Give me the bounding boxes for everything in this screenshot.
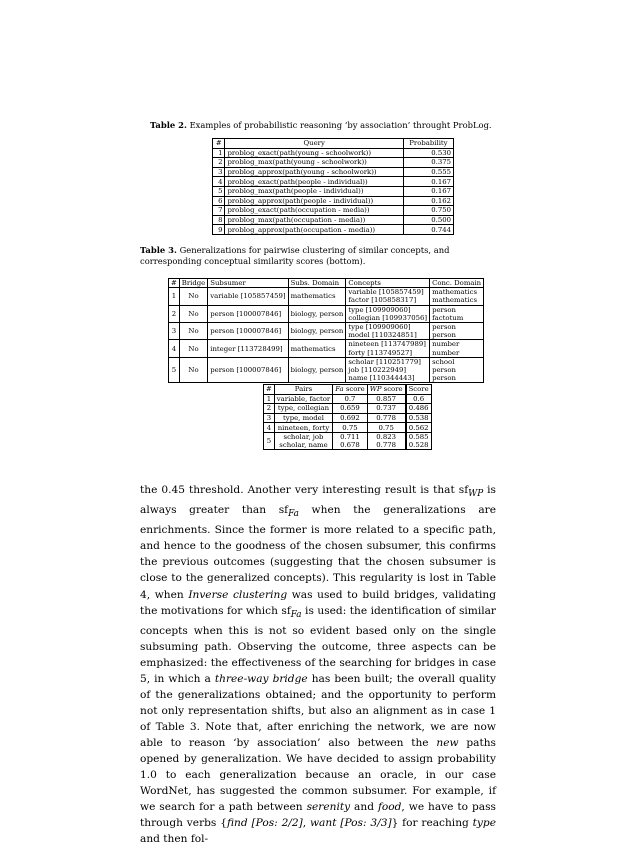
table3-header: Concepts xyxy=(346,279,430,288)
table3-concepts-line: type [109909060] xyxy=(348,323,411,332)
table3-header: # xyxy=(169,279,180,288)
table2-cell: 4 xyxy=(213,177,225,187)
table2-cell: 0.500 xyxy=(403,215,453,225)
table3-concepts-line: type [109909060] xyxy=(348,305,411,314)
table3-concept-domains-line: number xyxy=(432,348,460,357)
table3-cell: No xyxy=(179,323,207,340)
table3-pairs-line: variable, factor xyxy=(276,394,331,403)
table3-concepts xyxy=(346,305,430,322)
table3-concept-domains-line: school xyxy=(432,357,455,366)
table3-cell: person [100007846] xyxy=(208,357,288,383)
table2-cell: 9 xyxy=(213,225,225,235)
table2-cell: 0.555 xyxy=(403,167,453,177)
table-row xyxy=(213,158,454,168)
table3-fa-line: 0.659 xyxy=(340,404,360,413)
table3-cell: biology, person xyxy=(288,323,346,340)
table-row xyxy=(264,404,432,414)
table3-header: Subs. Domain xyxy=(288,279,346,288)
table3-score-cell: 1 xyxy=(264,394,275,404)
table2-cell: problog_max(path(people - individual)) xyxy=(225,186,403,196)
table3-header: Bridge xyxy=(179,279,207,288)
table3-concept-domains xyxy=(430,305,484,322)
body-text xyxy=(140,482,496,847)
table2-cell: 7 xyxy=(213,206,225,216)
table3-cell: mathematics xyxy=(288,340,346,357)
table3-fa xyxy=(333,432,368,449)
table-row xyxy=(213,177,454,187)
table3-pairs-line: type, model xyxy=(283,413,324,422)
table3-cell: No xyxy=(179,340,207,357)
table3-header: Conc. Domain xyxy=(430,279,484,288)
table3-score-cell: 3 xyxy=(264,413,275,423)
table-row xyxy=(264,394,432,404)
table2-header: Query xyxy=(225,139,403,149)
table3-fa-line: 0.75 xyxy=(342,423,358,432)
table2 xyxy=(212,138,454,235)
table3-cell: integer [113728499] xyxy=(208,340,288,357)
table2-cell: problog_approx(path(occupation - media)) xyxy=(225,225,403,235)
table3-score xyxy=(406,423,432,433)
table-row xyxy=(169,340,484,357)
table3-fa xyxy=(333,423,368,433)
table3-pairs xyxy=(274,423,332,433)
table2-cell: 0.162 xyxy=(403,196,453,206)
table3-cell: biology, person xyxy=(288,305,346,322)
table2-cell: 2 xyxy=(213,158,225,168)
table-row xyxy=(264,413,432,423)
table3-concept-domains xyxy=(430,357,484,383)
table3-pairs-line: scholar, job xyxy=(283,432,324,441)
table3-cell: variable [105857459] xyxy=(208,288,288,305)
table2-cell: problog_approx(path(young - schoolwork)) xyxy=(225,167,403,177)
table2-cell: problog_exact(path(people - individual)) xyxy=(225,177,403,187)
table2-caption xyxy=(150,120,510,131)
table-row xyxy=(213,148,454,158)
table3-cell: 3 xyxy=(169,323,180,340)
table3-wp xyxy=(367,394,405,404)
table3-fa xyxy=(333,404,368,414)
table3-score-cell: 4 xyxy=(264,423,275,433)
table3-score-header: WP score xyxy=(367,385,405,395)
table3-score xyxy=(406,432,432,449)
table2-cell: problog_exact(path(occupation - media)) xyxy=(225,206,403,216)
table3-scores xyxy=(263,384,432,450)
table2-cell: problog_max(path(young - schoolwork)) xyxy=(225,158,403,168)
table3-header: Subsumer xyxy=(208,279,288,288)
table3 xyxy=(168,278,484,383)
table3-score-header: # xyxy=(264,385,275,395)
table3-concept-domains-line: person xyxy=(432,331,456,340)
table3-concepts xyxy=(346,288,430,305)
table3-concept-domains-line: mathematics xyxy=(432,288,477,297)
table-row xyxy=(213,196,454,206)
table3-concepts xyxy=(346,323,430,340)
table3-score xyxy=(406,404,432,414)
table3-concepts xyxy=(346,340,430,357)
table3-cell: biology, person xyxy=(288,357,346,383)
table3-fa xyxy=(333,413,368,423)
table2-cell: problog_exact(path(young - schoolwork)) xyxy=(225,148,403,158)
table-row xyxy=(264,432,432,449)
table3-wp-line: 0.857 xyxy=(376,394,397,403)
table3-pairs xyxy=(274,404,332,414)
table3-wp xyxy=(367,423,405,433)
table-row xyxy=(213,206,454,216)
table2-cell: 1 xyxy=(213,148,225,158)
table3-wp xyxy=(367,413,405,423)
table3-score xyxy=(406,394,432,404)
table3-score-line: 0.486 xyxy=(408,404,429,413)
table-row xyxy=(213,186,454,196)
table3-concept-domains-line: number xyxy=(432,340,460,349)
table3-score xyxy=(406,413,432,423)
table3-cell: 2 xyxy=(169,305,180,322)
table3-cell: No xyxy=(179,288,207,305)
table3-score-line: 0.562 xyxy=(408,423,429,432)
table3-concepts-line: forty [113749527] xyxy=(348,348,413,357)
table2-cell: 3 xyxy=(213,167,225,177)
table-row xyxy=(169,288,484,305)
table2-cell: 0.744 xyxy=(403,225,453,235)
table3-score-line: 0.6 xyxy=(413,394,425,403)
table2-cell: 5 xyxy=(213,186,225,196)
table3-fa-line: 0.678 xyxy=(340,441,360,450)
table3-pairs xyxy=(274,432,332,449)
table2-header: # xyxy=(213,139,225,149)
table3-score-line: 0.585 xyxy=(408,432,429,441)
table2-header: Probability xyxy=(403,139,453,149)
table3-concept-domains-line: factotum xyxy=(432,313,464,322)
table3-fa-line: 0.7 xyxy=(344,394,356,403)
table3-concept-domains-line: mathematics xyxy=(432,296,477,305)
table3-cell: 5 xyxy=(169,357,180,383)
table2-cell: 0.375 xyxy=(403,158,453,168)
table3-concepts-line: job [110222949] xyxy=(348,366,407,375)
table3-cell: 1 xyxy=(169,288,180,305)
table3-pairs-line: nineteen, forty xyxy=(277,423,330,432)
table-row xyxy=(213,225,454,235)
table-row xyxy=(213,167,454,177)
table3-concepts-line: collegian [109937056] xyxy=(348,313,428,322)
table3-concepts-line: nineteen [113747989] xyxy=(348,340,426,349)
table3-score-header: Score xyxy=(406,385,432,395)
table3-concept-domains-line: person xyxy=(432,323,456,332)
body-paragraph: the 0.45 threshold. Another very interesting result is that $sf_{WP}$ is always greater than $sf_{Fa}$ when the generalizations are enrichments. Since the former is more related to a specific path, and hence to the goodness of the chosen subsumer, this confirms the previous outcomes (suggesting that the chosen subsumer is close to the generalized concepts). This regularity is lost in Table 4, when Inverse clustering was used to build bridges, validating the motivations for which $sf_{Fa}$ is used: the identification of similar concepts when this is not so evident based only on the single subsuming path. Observing the outcome, three aspects can be emphasized: the effectiveness of the searching for bridges in case 5, in which a three-way bridge has been built; the overall quality of the generalizations obtained; and the opportunity to perform not only representation shifts, but also an alignment as in case 1 of Table 3. Note that, after enriching the network, we are now able to reason ‘by association’ also between the new paths opened by generalization. We have decided to assign probability 1.0 to each generalization because an oracle, in our case WordNet, has suggested the common subsumer. For example, if we search for a path between serenity and food, we have to pass through verbs {find [Pos: 2/2], want [Pos: 3/3]} for reaching type and then fol- xyxy=(140,484,497,846)
table3-wp-line: 0.75 xyxy=(378,423,394,432)
table3-fa-line: 0.692 xyxy=(340,413,360,422)
table2-cell: 6 xyxy=(213,196,225,206)
table3-concept-domains-line: person xyxy=(432,374,456,383)
table-row xyxy=(169,323,484,340)
table3-concept-domains-line: person xyxy=(432,305,456,314)
table3-wp xyxy=(367,432,405,449)
table2-cell: 0.530 xyxy=(403,148,453,158)
table3-cell: No xyxy=(179,305,207,322)
table2-cell: 0.167 xyxy=(403,186,453,196)
table3-concept-domains-line: person xyxy=(432,366,456,375)
table3-concepts-line: variable [105857459] xyxy=(348,288,424,297)
table3-concepts-line: name [110344443] xyxy=(348,374,415,383)
table3-concept-domains xyxy=(430,340,484,357)
table3-concepts xyxy=(346,357,430,383)
table3-caption xyxy=(140,245,500,267)
table3-cell: No xyxy=(179,357,207,383)
table3-pairs xyxy=(274,394,332,404)
table-row xyxy=(169,357,484,383)
table3-concept-domains xyxy=(430,288,484,305)
table3-concept-domains xyxy=(430,323,484,340)
table3-score-header: Fa score xyxy=(333,385,368,395)
table3-cell: person [100007846] xyxy=(208,305,288,322)
table2-cell: 8 xyxy=(213,215,225,225)
table-row xyxy=(169,305,484,322)
table2-caption-text: Examples of probabilistic reasoning ‘by association’ throught ProbLog. xyxy=(189,120,492,130)
table3-fa-line: 0.711 xyxy=(340,432,360,441)
table2-label: Table 2. xyxy=(150,120,187,130)
table3-cell: person [100007846] xyxy=(208,323,288,340)
table3-concepts-line: factor [105858317] xyxy=(348,296,417,305)
table2-cell: problog_approx(path(people - individual)) xyxy=(225,196,403,206)
table2-cell: problog_max(path(occupation - media)) xyxy=(225,215,403,225)
table-row xyxy=(213,215,454,225)
table3-score-header: Pairs xyxy=(274,385,332,395)
table3-concepts-line: model [110324851] xyxy=(348,331,417,340)
table3-wp-line: 0.823 xyxy=(376,432,397,441)
table3-pairs xyxy=(274,413,332,423)
table2-cell: 0.750 xyxy=(403,206,453,216)
table3-wp-line: 0.778 xyxy=(376,413,397,422)
table3-cell: 4 xyxy=(169,340,180,357)
table3-score-line: 0.538 xyxy=(408,413,429,422)
table3-wp xyxy=(367,404,405,414)
table2-cell: 0.167 xyxy=(403,177,453,187)
table3-label: Table 3. xyxy=(140,245,177,255)
table3-score-cell: 5 xyxy=(264,432,275,449)
table3-concepts-line: scholar [110251779] xyxy=(348,357,421,366)
table3-pairs-line: scholar, name xyxy=(279,441,328,450)
table3-wp-line: 0.737 xyxy=(376,404,397,413)
table3-cell: mathematics xyxy=(288,288,346,305)
table-row xyxy=(264,423,432,433)
table3-fa xyxy=(333,394,368,404)
table3-caption-text: Generalizations for pairwise clustering of similar concepts, and corresponding conceptual similarity scores (bottom). xyxy=(140,245,450,266)
table3-score-cell: 2 xyxy=(264,404,275,414)
table3-pairs-line: type, collegian xyxy=(277,404,330,413)
table3-score-line: 0.528 xyxy=(408,441,429,450)
table3-wp-line: 0.778 xyxy=(376,441,397,450)
